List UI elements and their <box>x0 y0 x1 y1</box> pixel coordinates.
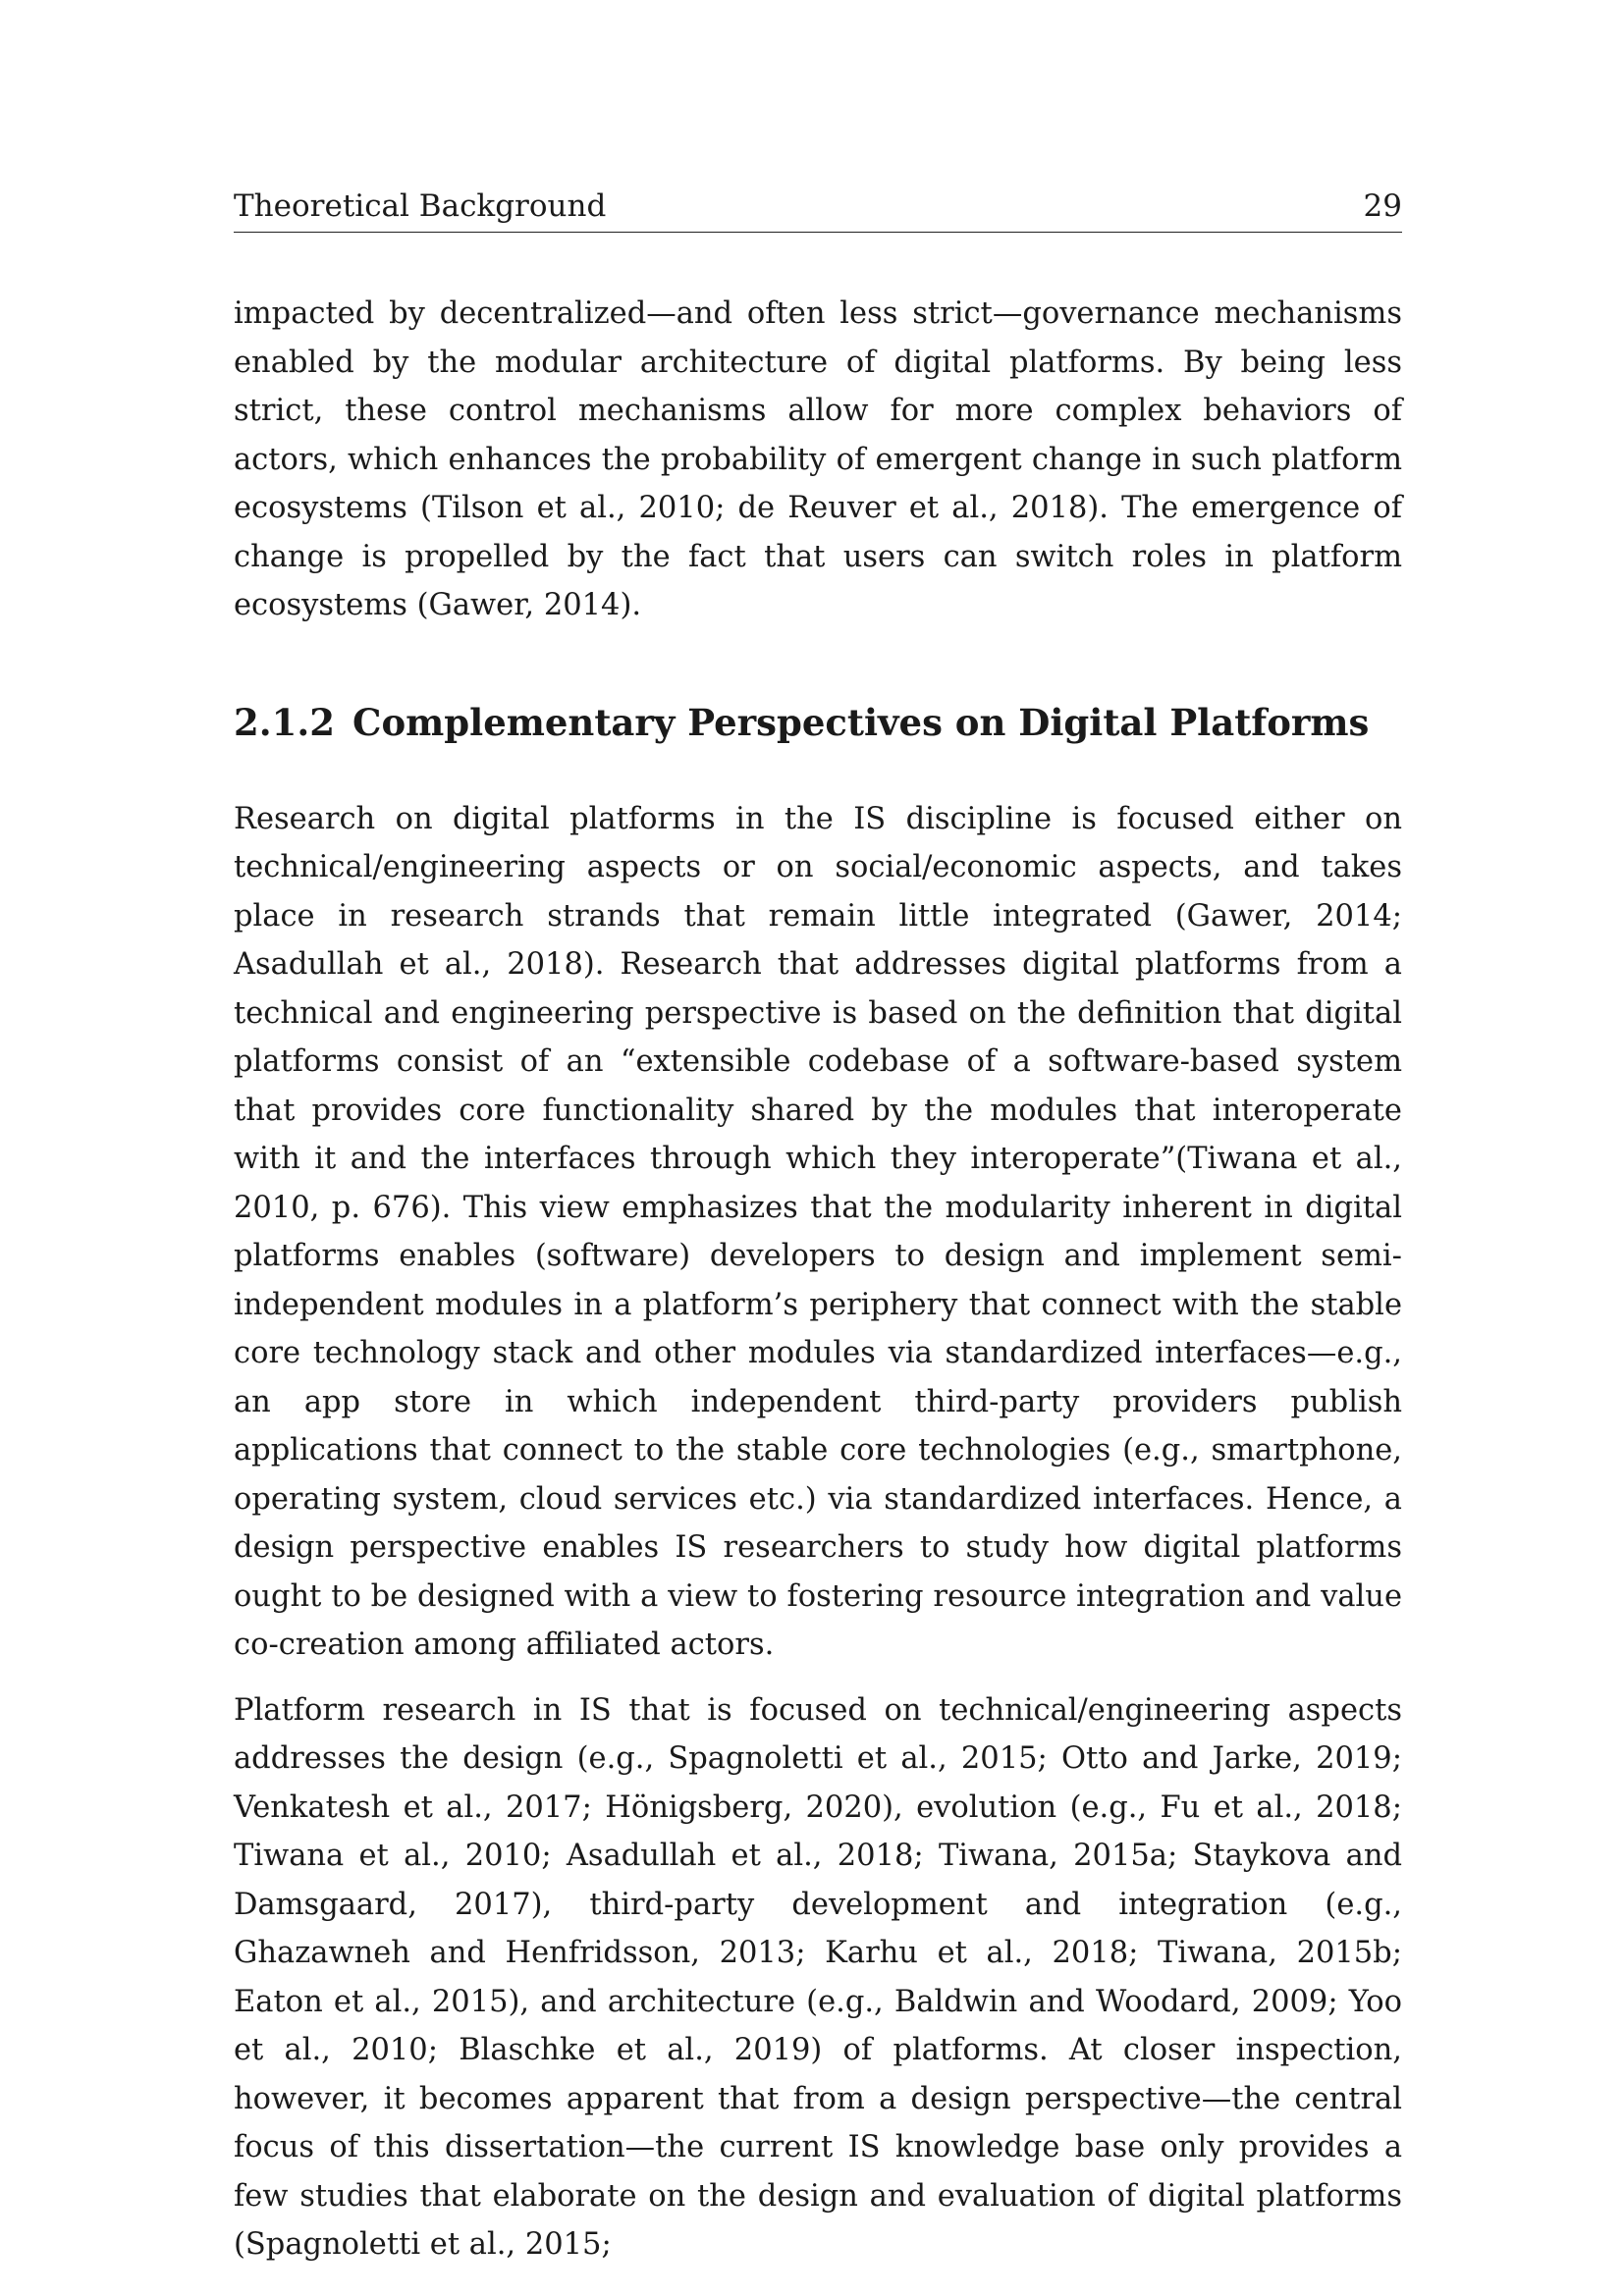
page <box>234 187 1402 2269</box>
running-head <box>234 187 1402 233</box>
paragraph: Research on digital platforms in the IS discipline is focused either on technical/engineering aspects or on social/economic aspects, and takes place in research strands that remain little integrated (Gawer, 2014; Asadullah et al., 2018). Research that addresses digital platforms from a technical and engineering perspective is based on the definition that digital platforms consist of an “extensible codebase of a software-based system that provides core functionality shared by the modules that interoperate with it and the interfaces through which they interoperate”(Tiwana et al., 2010, p. 676). This view emphasizes that the modularity inherent in digital platforms enables (software) developers to design and implement semi-independent modules in a platform’s periphery that connect with the stable core technology stack and other modules via standardized interfaces—e.g., an app store in which independent third-party providers publish applications that connect to the stable core technologies (e.g., smartphone, operating system, cloud services etc.) via standardized interfaces. Hence, a design perspective enables IS researchers to study how digital platforms ought to be designed with a view to fostering resource integration and value co-creation among affiliated actors. <box>234 801 1402 1662</box>
chapter-title: Theoretical Background <box>234 188 607 224</box>
paragraph: Platform research in IS that is focused on technical/engineering aspects addresses the design (e.g., Spagnoletti et al., 2015; Otto and Jarke, 2019; Venkatesh et al., 2017; Hönigsberg, 2020), evolution (e.g., Fu et al., 2018; Tiwana et al., 2010; Asadullah et al., 2018; Tiwana, 2015a; Staykova and Damsgaard, 2017), third-party development and integration (e.g., Ghazawneh and Henfridsson, 2013; Karhu et al., 2018; Tiwana, 2015b; Eaton et al., 2015), and architecture (e.g., Baldwin and Woodard, 2009; Yoo et al., 2010; Blaschke et al., 2019) of platforms. At closer inspection, however, it becomes apparent that from a design perspective—the central focus of this dissertation—the current IS knowledge base only provides a few studies that elaborate on the design and evaluation of digital platforms (Spagnoletti et al., 2015; <box>234 1692 1402 2262</box>
page-number: 29 <box>1363 188 1402 224</box>
paragraph: impacted by decentralized—and often less strict—governance mechanisms enabled by the modular architecture of digital platforms. By being less strict, these control mechanisms allow for more complex behaviors of actors, which enhances the probability of emergent change in such platform ecosystems (Tilson et al., 2010; de Reuver et al., 2018). The emergence of change is propelled by the fact that users can switch roles in platform ecosystems (Gawer, 2014). <box>234 296 1402 622</box>
body-text <box>234 290 1402 2269</box>
section-number: 2.1.2 <box>234 700 335 744</box>
section-heading <box>234 699 1402 746</box>
section-title: Complementary Perspectives on Digital Platforms <box>352 700 1370 744</box>
